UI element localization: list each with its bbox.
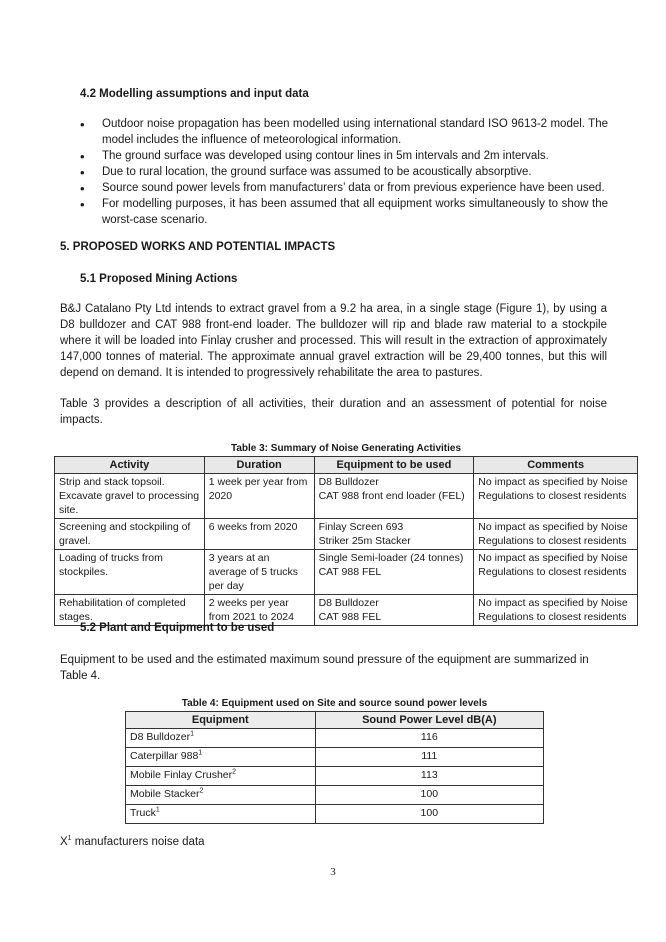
- table-row: [126, 748, 544, 767]
- sound-level-cell: 111: [315, 748, 543, 767]
- equipment-name: Mobile Stacker: [130, 788, 200, 800]
- table-cell: No impact as specified by Noise Regulations to closest residents: [474, 595, 638, 626]
- equipment-name: Caterpillar 988: [130, 750, 199, 762]
- section-5-2-heading: 5.2 Plant and Equipment to be used: [80, 622, 275, 634]
- table-cell: D8 Bulldozer CAT 988 front end loader (FEL): [314, 474, 474, 519]
- equipment-cell: [126, 805, 316, 824]
- section-5-heading: 5. PROPOSED WORKS AND POTENTIAL IMPACTS: [60, 241, 336, 253]
- table-cell: D8 Bulldozer CAT 988 FEL: [314, 595, 474, 626]
- sound-level-cell: 100: [315, 805, 543, 824]
- list-item: • The ground surface was developed using contour lines in 5m intervals and 2m intervals.: [80, 149, 608, 165]
- table3-intro-paragraph: Table 3 provides a description of all activities, their duration and an assessment of potential for noise impacts.: [60, 398, 607, 426]
- table-cell: Single Semi-loader (24 tonnes) CAT 988 FEL: [314, 550, 474, 595]
- table-cell: Loading of trucks from stockpiles.: [55, 550, 205, 595]
- table-row: [126, 767, 544, 786]
- table-row: [55, 550, 638, 595]
- table-row: [126, 786, 544, 805]
- equipment-cell: [126, 786, 316, 805]
- assumptions-list: [80, 117, 608, 229]
- table-cell: Screening and stockpiling of gravel.: [55, 519, 205, 550]
- table-cell: No impact as specified by Noise Regulations to closest residents: [474, 519, 638, 550]
- table3-caption: Table 3: Summary of Noise Generating Activities: [230, 443, 462, 454]
- page-number: 3: [330, 866, 336, 878]
- equipment-cell: [126, 767, 316, 786]
- footnote-marker: 2: [232, 768, 237, 776]
- mining-actions-paragraph: B&J Catalano Pty Ltd intends to extract gravel from a 9.2 ha area, in a single stage (Figure 1), by using a D8 bulldozer and CAT 988 front-end loader. The bulldozer will rip and blade raw material to a stockpile where it will be loaded into Finlay crusher and processed. This will result in the extraction of approximately 147,000 tonnes of material. The approximate annual gravel extraction will be 29,400 tonnes, but this will depend on demand. It is intended to progressively rehabilitate the area to pastures.: [60, 303, 607, 379]
- noise-activities-table: [54, 456, 638, 626]
- list-item: • Source sound power levels from manufacturers’ data or from previous experience have been used.: [80, 181, 608, 197]
- column-header: Duration: [204, 457, 314, 474]
- table-row: [55, 519, 638, 550]
- equipment-sound-table: [125, 711, 544, 824]
- column-header: Sound Power Level dB(A): [315, 712, 543, 729]
- equipment-paragraph: Equipment to be used and the estimated maximum sound pressure of the equipment are summarized in Table 4.: [60, 654, 589, 682]
- section-5-1-heading: 5.1 Proposed Mining Actions: [80, 273, 238, 285]
- list-item: • Outdoor noise propagation has been modelled using international standard ISO 9613-2 model. The model includes the influence of meteorological information.: [80, 117, 608, 148]
- equipment-name: D8 Bulldozer: [130, 731, 191, 743]
- table-header-row: [126, 712, 544, 729]
- table-cell: No impact as specified by Noise Regulations to closest residents: [474, 550, 638, 595]
- list-item: • Due to rural location, the ground surface was assumed to be acoustically absorptive.: [80, 165, 608, 181]
- footnote-marker: 2: [199, 787, 204, 795]
- section-4-2-heading: 4.2 Modelling assumptions and input data: [80, 88, 309, 100]
- footnote-marker: 1: [190, 730, 195, 738]
- table-cell: Finlay Screen 693 Striker 25m Stacker: [314, 519, 474, 550]
- column-header: Activity: [55, 457, 205, 474]
- footnote: [60, 836, 205, 848]
- column-header: Comments: [474, 457, 638, 474]
- table-cell: 1 week per year from 2020: [204, 474, 314, 519]
- table-cell: 3 years at an average of 5 trucks per day: [204, 550, 314, 595]
- table-row: [55, 474, 638, 519]
- equipment-cell: [126, 729, 316, 748]
- equipment-cell: [126, 748, 316, 767]
- table-cell: No impact as specified by Noise Regulations to closest residents: [474, 474, 638, 519]
- list-item: • For modelling purposes, it has been assumed that all equipment works simultaneously to show the worst-case scenario.: [80, 197, 608, 228]
- table-row: [126, 729, 544, 748]
- footnote-marker: 1: [155, 806, 160, 814]
- sound-level-cell: 113: [315, 767, 543, 786]
- footnote-sup: 1: [67, 835, 72, 843]
- footnote-marker: 1: [198, 749, 203, 757]
- footnote-prefix: X: [60, 836, 68, 848]
- sound-level-cell: 100: [315, 786, 543, 805]
- table4-caption: Table 4: Equipment used on Site and source sound power levels: [181, 698, 488, 709]
- table-row: [55, 595, 638, 626]
- table-header-row: [55, 457, 638, 474]
- table-cell: 2 weeks per year from 2021 to 2024: [204, 595, 314, 626]
- footnote-text: manufacturers noise data: [71, 836, 205, 848]
- sound-level-cell: 116: [315, 729, 543, 748]
- column-header: Equipment to be used: [314, 457, 474, 474]
- table-cell: 6 weeks from 2020: [204, 519, 314, 550]
- table-cell: Strip and stack topsoil. Excavate gravel to processing site.: [55, 474, 205, 519]
- equipment-name: Mobile Finlay Crusher: [130, 769, 233, 781]
- column-header: Equipment: [126, 712, 316, 729]
- equipment-name: Truck: [130, 807, 156, 819]
- table-cell: Rehabilitation of completed stages.: [55, 595, 205, 626]
- table-row: [126, 805, 544, 824]
